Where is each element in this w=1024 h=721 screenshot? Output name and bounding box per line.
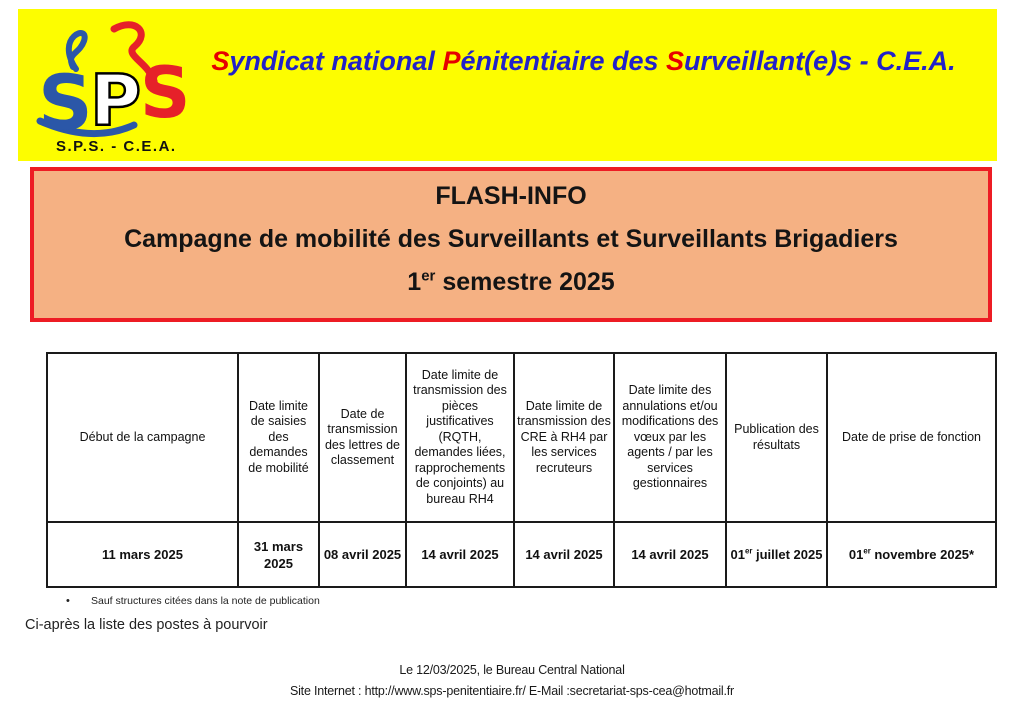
date-text: 14 avril 2025 <box>525 547 603 562</box>
text-segment: énitentiaire des <box>460 46 667 76</box>
footnote-text: Sauf structures citées dans la note de publication <box>91 595 320 607</box>
header-banner <box>18 9 997 161</box>
logo-caption: S.P.S. - C.E.A. <box>56 138 177 155</box>
date-cell-7 <box>726 522 827 587</box>
table-header-row <box>47 353 996 522</box>
following-text: Ci-après la liste des postes à pourvoir <box>25 617 268 633</box>
header-cell-7: Publication des résultats <box>726 353 827 522</box>
date-cell-8 <box>827 522 996 587</box>
text-segment: yndicat national <box>229 46 443 76</box>
date-text: 31 mars 2025 <box>253 538 304 571</box>
sps-logo <box>26 15 226 161</box>
superscript: er <box>745 546 753 556</box>
date-text: novembre 2025* <box>870 547 975 562</box>
footer-date-line: Le 12/03/2025, le Bureau Central National <box>399 663 625 677</box>
date-text: 11 mars 2025 <box>102 547 183 562</box>
text-segment: urveillant(e)s - C.E.A. <box>684 46 956 76</box>
footer-contact-line: Site Internet : http://www.sps-penitentiaire.fr/ E-Mail :secretariat-sps-cea@hotmail.fr <box>289 684 735 698</box>
flash-info-title: FLASH-INFO <box>435 182 587 210</box>
flash-info-subtitle: Campagne de mobilité des Surveillants et Surveillants Brigadiers <box>124 225 898 253</box>
logo-letter-s2: S <box>140 52 191 134</box>
date-text: juillet 2025 <box>752 547 823 562</box>
date-cell-2 <box>238 522 319 587</box>
flash-info-box <box>30 167 992 322</box>
header-cell-3: Date de transmission des lettres de classement <box>319 353 406 522</box>
text-segment: S <box>211 46 230 76</box>
header-cell-2: Date limite de saisies des demandes de mobilité <box>238 353 319 522</box>
date-cell-5 <box>514 522 614 587</box>
flash-info-semester <box>34 261 988 304</box>
date-cell-3 <box>319 522 406 587</box>
date-text: 08 avril 2025 <box>323 547 402 562</box>
text-segment: semestre 2025 <box>435 268 615 296</box>
header-cell-5: Date limite de transmission des CRE à RH4 par les services recruteurs <box>514 353 614 522</box>
date-text: 01 <box>848 547 864 562</box>
text-segment: P <box>442 46 461 76</box>
date-cell-6 <box>614 522 726 587</box>
superscript: er <box>863 546 871 556</box>
text-segment: S <box>666 46 685 76</box>
date-text: 01 <box>730 547 745 562</box>
date-text: 14 avril 2025 <box>631 547 709 562</box>
logo-letter-s1: S <box>38 58 93 147</box>
header-cell-6: Date limite des annulations et/ou modifications des vœux par les agents / par les services gestionnaires <box>614 353 726 522</box>
schedule-table <box>46 352 997 588</box>
date-cell-1 <box>47 522 238 587</box>
header-cell-1: Début de la campagne <box>47 353 238 522</box>
footnote <box>66 595 320 607</box>
header-cell-4: Date limite de transmission des pièces justificatives (RQTH, demandes liées, rapprochements de conjoints) au bureau RH4 <box>406 353 514 522</box>
superscript: er <box>421 267 436 285</box>
union-title <box>176 45 991 77</box>
table-data-row <box>47 522 996 587</box>
logo-letter-p: P <box>90 60 142 142</box>
header-cell-8: Date de prise de fonction <box>827 353 996 522</box>
date-text: 14 avril 2025 <box>421 547 499 562</box>
text-segment: 1 <box>407 268 422 296</box>
bullet-icon: • <box>66 595 70 607</box>
date-cell-4 <box>406 522 514 587</box>
